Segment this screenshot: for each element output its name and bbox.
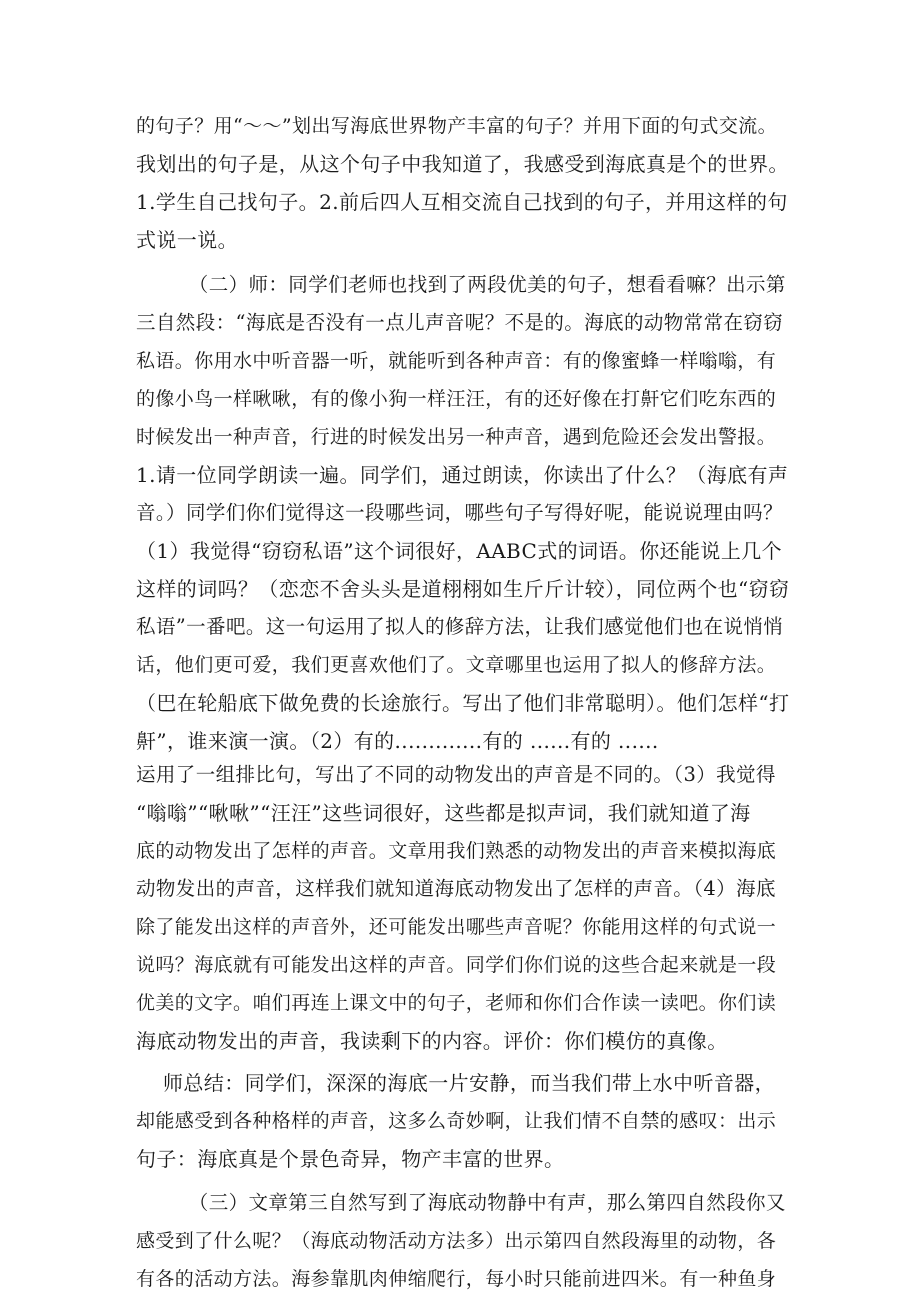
text-line: （巴在轮船底下做免费的长途旅行。写出了他们非常聪明）。他们怎样“打: [136, 691, 790, 715]
text-line: 的像小鸟一样啾啾，有的像小狗一样汪汪，有的还好像在打鼾它们吃东西的: [136, 388, 777, 410]
text-line: 的句子？用“～～”划出写海底世界物产丰富的句子？并用下面的句式交流。: [136, 115, 778, 137]
text-line: 我划出的句子是，从这个句子中我知道了，我感受到海底真是个的世界。: [136, 152, 789, 176]
text-line: 运用了一组排比句，写出了不同的动物发出的声音是不同的。（3）我觉得: [136, 763, 776, 786]
text-line: 时候发出一种声音，行进的时候发出另一种声音，遇到危险还会发出警报。: [136, 426, 777, 448]
text-line: 感受到了什么呢？（海底动物活动方法多）出示第四自然段海里的动物，各: [136, 1230, 777, 1252]
text-line: 动物发出的声音，这样我们就知道海底动物发出了怎样的声音。（4）海底: [136, 877, 776, 900]
text-line: （三）文章第三自然写到了海底动物静中有声，那么第四自然段你又: [136, 1191, 786, 1214]
text-line: 1.学生自己找句子。2.前后四人互相交流自己找到的句子，并用这样的句: [136, 190, 788, 214]
text-line: 私语”一番吧。这一句运用了拟人的修辞方法，让我们感觉他们也在说悄悄: [136, 615, 784, 638]
text-line: 话，他们更可爱，我们更喜欢他们了。文章哪里也运用了拟人的修辞方法。: [136, 654, 777, 676]
text-line: 鼾”，谁来演一演。（2）有的.............有的 ......有的 ......: [136, 729, 659, 753]
text-line: 海底动物发出的声音，我读剩下的内容。评价：你们模仿的真像。: [136, 1029, 728, 1053]
text-line: 除了能发出这样的声音外，还可能发出哪些声音呢？你能用这样的句式说一: [136, 916, 777, 938]
text-line: 底的动物发出了怎样的声音。文章用我们熟悉的动物发出的声音来模拟海底: [136, 840, 777, 862]
text-line: 1.请一位同学朗读一遍。同学们，通过朗读，你读出了什么？（海底有声: [136, 463, 789, 487]
text-line: 说吗？海底就有可能发出这样的声音。同学们你们说的这些合起来就是一段: [136, 954, 777, 976]
text-line: 这样的词吗？（恋恋不舍头头是道栩栩如生斤斤计较），同位两个也“窃窃: [136, 577, 790, 601]
text-line: 却能感受到各种格样的声音，这多么奇妙啊，让我们情不自禁的感叹：出示: [136, 1110, 777, 1132]
text-line: 优美的文字。咱们再连上课文中的句子，老师和你们合作读一读吧。你们读: [136, 992, 777, 1014]
text-line: 音。）同学们你们觉得这一段哪些词，哪些句子写得好呢，能说说理由吗？: [136, 501, 783, 524]
text-line: 式说一说。: [136, 228, 238, 252]
text-line: 师总结：同学们，深深的海底一片安静，而当我们带上水中听音器，: [136, 1071, 776, 1095]
text-line: 有各的活动方法。海参靠肌肉伸缩爬行，每小时只能前进四米。有一种鱼身: [136, 1268, 777, 1290]
text-line: 三自然段：“海底是否没有一点儿声音呢？不是的。海底的动物常常在窃窃: [136, 311, 784, 334]
text-line: （二）师：同学们老师也找到了两段优美的句子，想看看嘛？出示第: [136, 273, 786, 296]
text-line: “嗡嗡”“啾啾”“汪汪”这些词很好，这些都是拟声词，我们就知道了海: [136, 801, 751, 825]
text-line: 私语。你用水中听音器一听，就能听到各种声音：有的像蜜蜂一样嗡嗡，有: [136, 350, 777, 372]
text-line: 句子：海底真是个景色奇异，物产丰富的世界。: [136, 1147, 565, 1171]
text-line: （1）我觉得“窃窃私语”这个词很好，AABC式的词语。你还能说上几个: [136, 539, 783, 563]
